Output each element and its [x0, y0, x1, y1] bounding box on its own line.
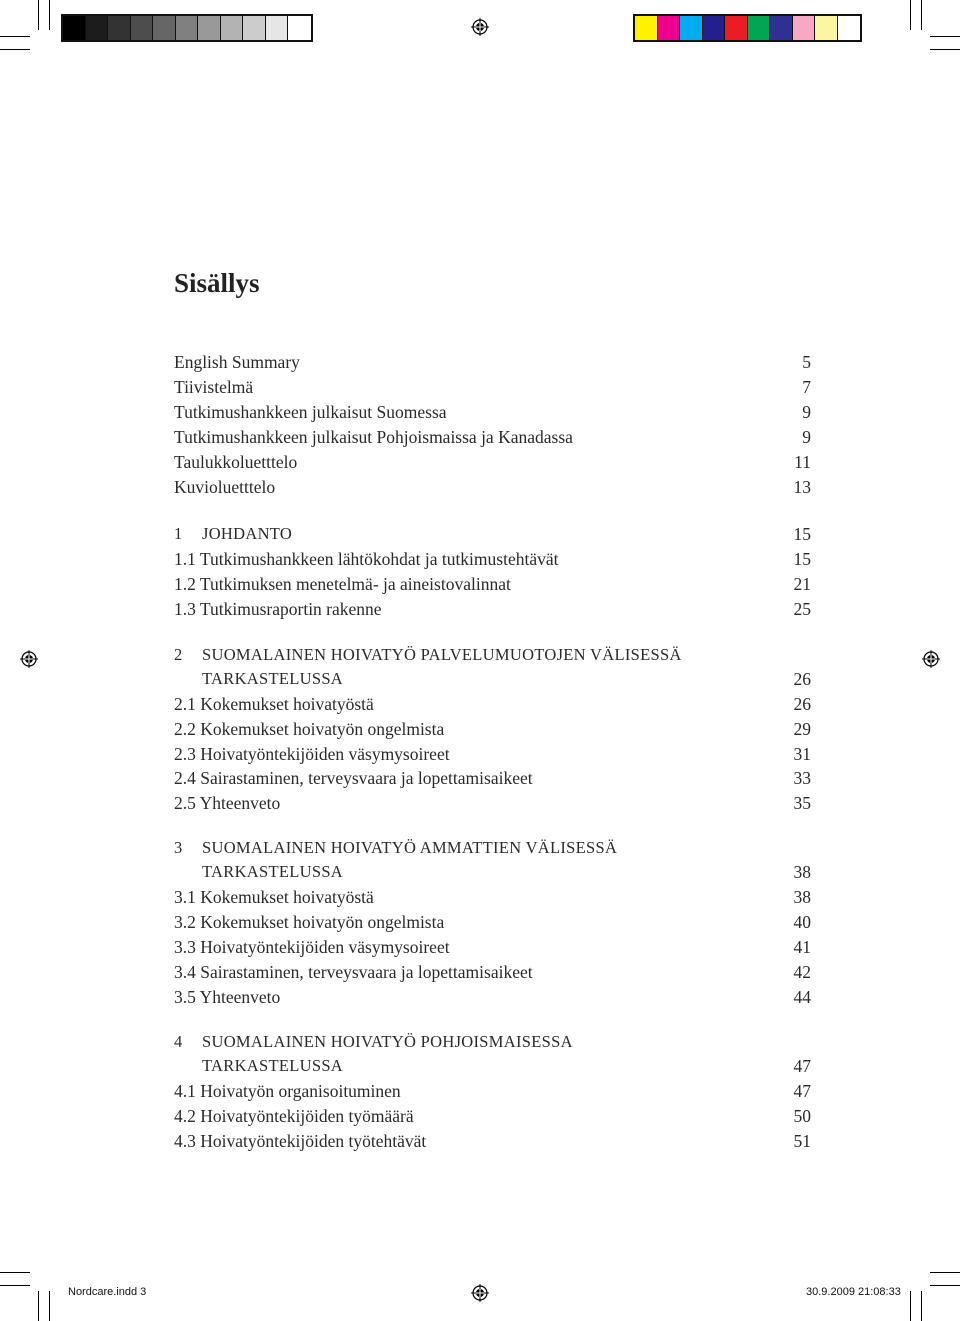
toc-entry-label: 2.4 Sairastaminen, terveysvaara ja lopettamisaikeet — [174, 768, 533, 788]
toc-entry-page-number: 15 — [793, 524, 811, 544]
toc-entry-label: 3.5 Yhteenveto — [174, 987, 281, 1007]
color-swatch — [243, 16, 266, 40]
toc-entry-page-number: 38 — [793, 887, 811, 907]
color-swatch — [108, 16, 131, 40]
toc-entry-page-number: 15 — [793, 549, 811, 569]
toc-entry-label: SUOMALAINEN HOIVATYÖ AMMATTIEN VÄLISESSÄ — [202, 838, 618, 857]
toc-entry — [174, 524, 811, 549]
toc-entry — [174, 1056, 811, 1081]
toc-entry — [174, 937, 811, 962]
toc-entry-page-number: 41 — [793, 937, 811, 957]
toc-entry-page-number: 5 — [802, 352, 811, 372]
toc-entry-label: JOHDANTO — [202, 524, 293, 543]
toc-entry — [174, 838, 811, 863]
toc-entry — [174, 744, 811, 769]
toc-entry — [174, 912, 811, 937]
toc-entry — [174, 645, 811, 670]
toc-entry-label: Tutkimushankkeen julkaisut Suomessa — [174, 402, 447, 422]
toc-entry-label: Kuvioluetttelo — [174, 477, 276, 497]
color-swatch — [153, 16, 176, 40]
toc-entry-label: 2.2 Kokemukset hoivatyön ongelmista — [174, 719, 445, 739]
toc-entry-page-number: 9 — [802, 427, 811, 447]
toc-entry-page-number: 21 — [793, 574, 811, 594]
toc-entry-page-number: 38 — [793, 862, 811, 882]
toc-entry — [174, 1106, 811, 1131]
toc-entry-page-number: 44 — [793, 987, 811, 1007]
toc-entry-label: 3.3 Hoivatyöntekijöiden väsymysoireet — [174, 937, 450, 957]
toc-entry — [174, 427, 811, 452]
toc-entry-page-number: 35 — [793, 793, 811, 813]
footer-file-name: Nordcare.indd 3 — [68, 1286, 147, 1298]
registration-mark-icon — [471, 18, 489, 36]
toc-entry-label: Taulukkoluetttelo — [174, 452, 298, 472]
color-swatch — [793, 16, 816, 40]
color-swatch — [770, 16, 793, 40]
color-swatch — [266, 16, 289, 40]
toc-entry-page-number: 47 — [793, 1081, 811, 1101]
toc-entry-label: 4.1 Hoivatyön organisoituminen — [174, 1081, 401, 1101]
color-swatch — [725, 16, 748, 40]
toc-entry-label: 1.1 Tutkimushankkeen lähtökohdat ja tutkimustehtävät — [174, 549, 559, 569]
toc-entry-label: Tutkimushankkeen julkaisut Pohjoismaissa ja Kanadassa — [174, 427, 573, 447]
toc-entry — [174, 1131, 811, 1156]
toc-entry — [174, 768, 811, 793]
toc-entry-page-number: 42 — [793, 962, 811, 982]
toc-entry-label: Tiivistelmä — [174, 377, 254, 397]
toc-entry — [174, 352, 811, 377]
chapter-number: 2 — [174, 645, 183, 664]
toc-entry-page-number: 50 — [793, 1106, 811, 1126]
toc-entry — [174, 669, 811, 694]
toc-entry-label: 2.1 Kokemukset hoivatyöstä — [174, 694, 374, 714]
color-swatch — [838, 16, 861, 40]
toc-entry-label: SUOMALAINEN HOIVATYÖ PALVELUMUOTOJEN VÄLISESSÄ — [202, 645, 682, 664]
toc-entry-label: TARKASTELUSSA — [202, 669, 344, 688]
color-swatch — [703, 16, 726, 40]
toc-entry — [174, 719, 811, 744]
toc-entry-page-number: 47 — [793, 1056, 811, 1076]
color-swatch — [176, 16, 199, 40]
chapter-number: 1 — [174, 524, 183, 543]
toc-entry — [174, 402, 811, 427]
color-swatch — [658, 16, 681, 40]
toc-entry — [174, 599, 811, 624]
page-title: Sisällys — [174, 268, 260, 298]
toc-entry-label: 1.3 Tutkimusraportin rakenne — [174, 599, 382, 619]
color-swatch — [288, 16, 311, 40]
toc-entry — [174, 377, 811, 402]
color-swatch — [131, 16, 154, 40]
color-swatch — [748, 16, 771, 40]
toc-entry — [174, 962, 811, 987]
color-swatch — [680, 16, 703, 40]
toc-entry — [174, 694, 811, 719]
toc-entry — [174, 887, 811, 912]
toc-entry-page-number: 29 — [793, 719, 811, 739]
process-color-bar — [633, 14, 862, 42]
color-swatch — [86, 16, 109, 40]
toc-entry-page-number: 11 — [794, 452, 811, 472]
toc-entry — [174, 574, 811, 599]
color-swatch — [63, 16, 86, 40]
toc-entry-label: 3.2 Kokemukset hoivatyön ongelmista — [174, 912, 445, 932]
toc-entry-label: SUOMALAINEN HOIVATYÖ POHJOISMAISESSA — [202, 1032, 573, 1051]
toc-entry-page-number: 51 — [793, 1131, 811, 1151]
toc-entry — [174, 452, 811, 477]
chapter-number: 3 — [174, 838, 183, 857]
registration-mark-icon — [20, 650, 38, 668]
toc-entry — [174, 987, 811, 1012]
toc-entry-page-number: 26 — [793, 694, 811, 714]
registration-mark-icon — [471, 1284, 489, 1302]
toc-entry-label: English Summary — [174, 352, 300, 372]
chapter-number: 4 — [174, 1032, 183, 1051]
toc-entry-page-number: 13 — [793, 477, 811, 497]
registration-mark-icon — [922, 650, 940, 668]
toc-entry-label: 3.1 Kokemukset hoivatyöstä — [174, 887, 374, 907]
toc-entry-page-number: 33 — [793, 768, 811, 788]
toc-entry-page-number: 31 — [793, 744, 811, 764]
toc-entry-page-number: 40 — [793, 912, 811, 932]
toc-entry — [174, 1032, 811, 1057]
grayscale-color-bar — [61, 14, 313, 42]
toc-entry-label: 2.3 Hoivatyöntekijöiden väsymysoireet — [174, 744, 450, 764]
toc-entry — [174, 477, 811, 502]
footer-timestamp: 30.9.2009 21:08:33 — [806, 1286, 901, 1298]
toc-entry — [174, 549, 811, 574]
toc-entry-page-number: 7 — [802, 377, 811, 397]
toc-entry-label: TARKASTELUSSA — [202, 1056, 344, 1075]
toc-entry-label: 2.5 Yhteenveto — [174, 793, 281, 813]
color-swatch — [221, 16, 244, 40]
color-swatch — [198, 16, 221, 40]
toc-entry-page-number: 9 — [802, 402, 811, 422]
toc-entry-page-number: 25 — [793, 599, 811, 619]
toc-entry-label: 4.2 Hoivatyöntekijöiden työmäärä — [174, 1106, 414, 1126]
color-swatch — [635, 16, 658, 40]
color-swatch — [815, 16, 838, 40]
toc-entry — [174, 862, 811, 887]
toc-entry-label: 4.3 Hoivatyöntekijöiden työtehtävät — [174, 1131, 427, 1151]
toc-entry-label: TARKASTELUSSA — [202, 862, 344, 881]
toc-entry-label: 1.2 Tutkimuksen menetelmä- ja aineistovalinnat — [174, 574, 511, 594]
toc-entry-label: 3.4 Sairastaminen, terveysvaara ja lopettamisaikeet — [174, 962, 533, 982]
toc-entry-page-number: 26 — [793, 669, 811, 689]
toc-entry — [174, 1081, 811, 1106]
toc-entry — [174, 793, 811, 818]
